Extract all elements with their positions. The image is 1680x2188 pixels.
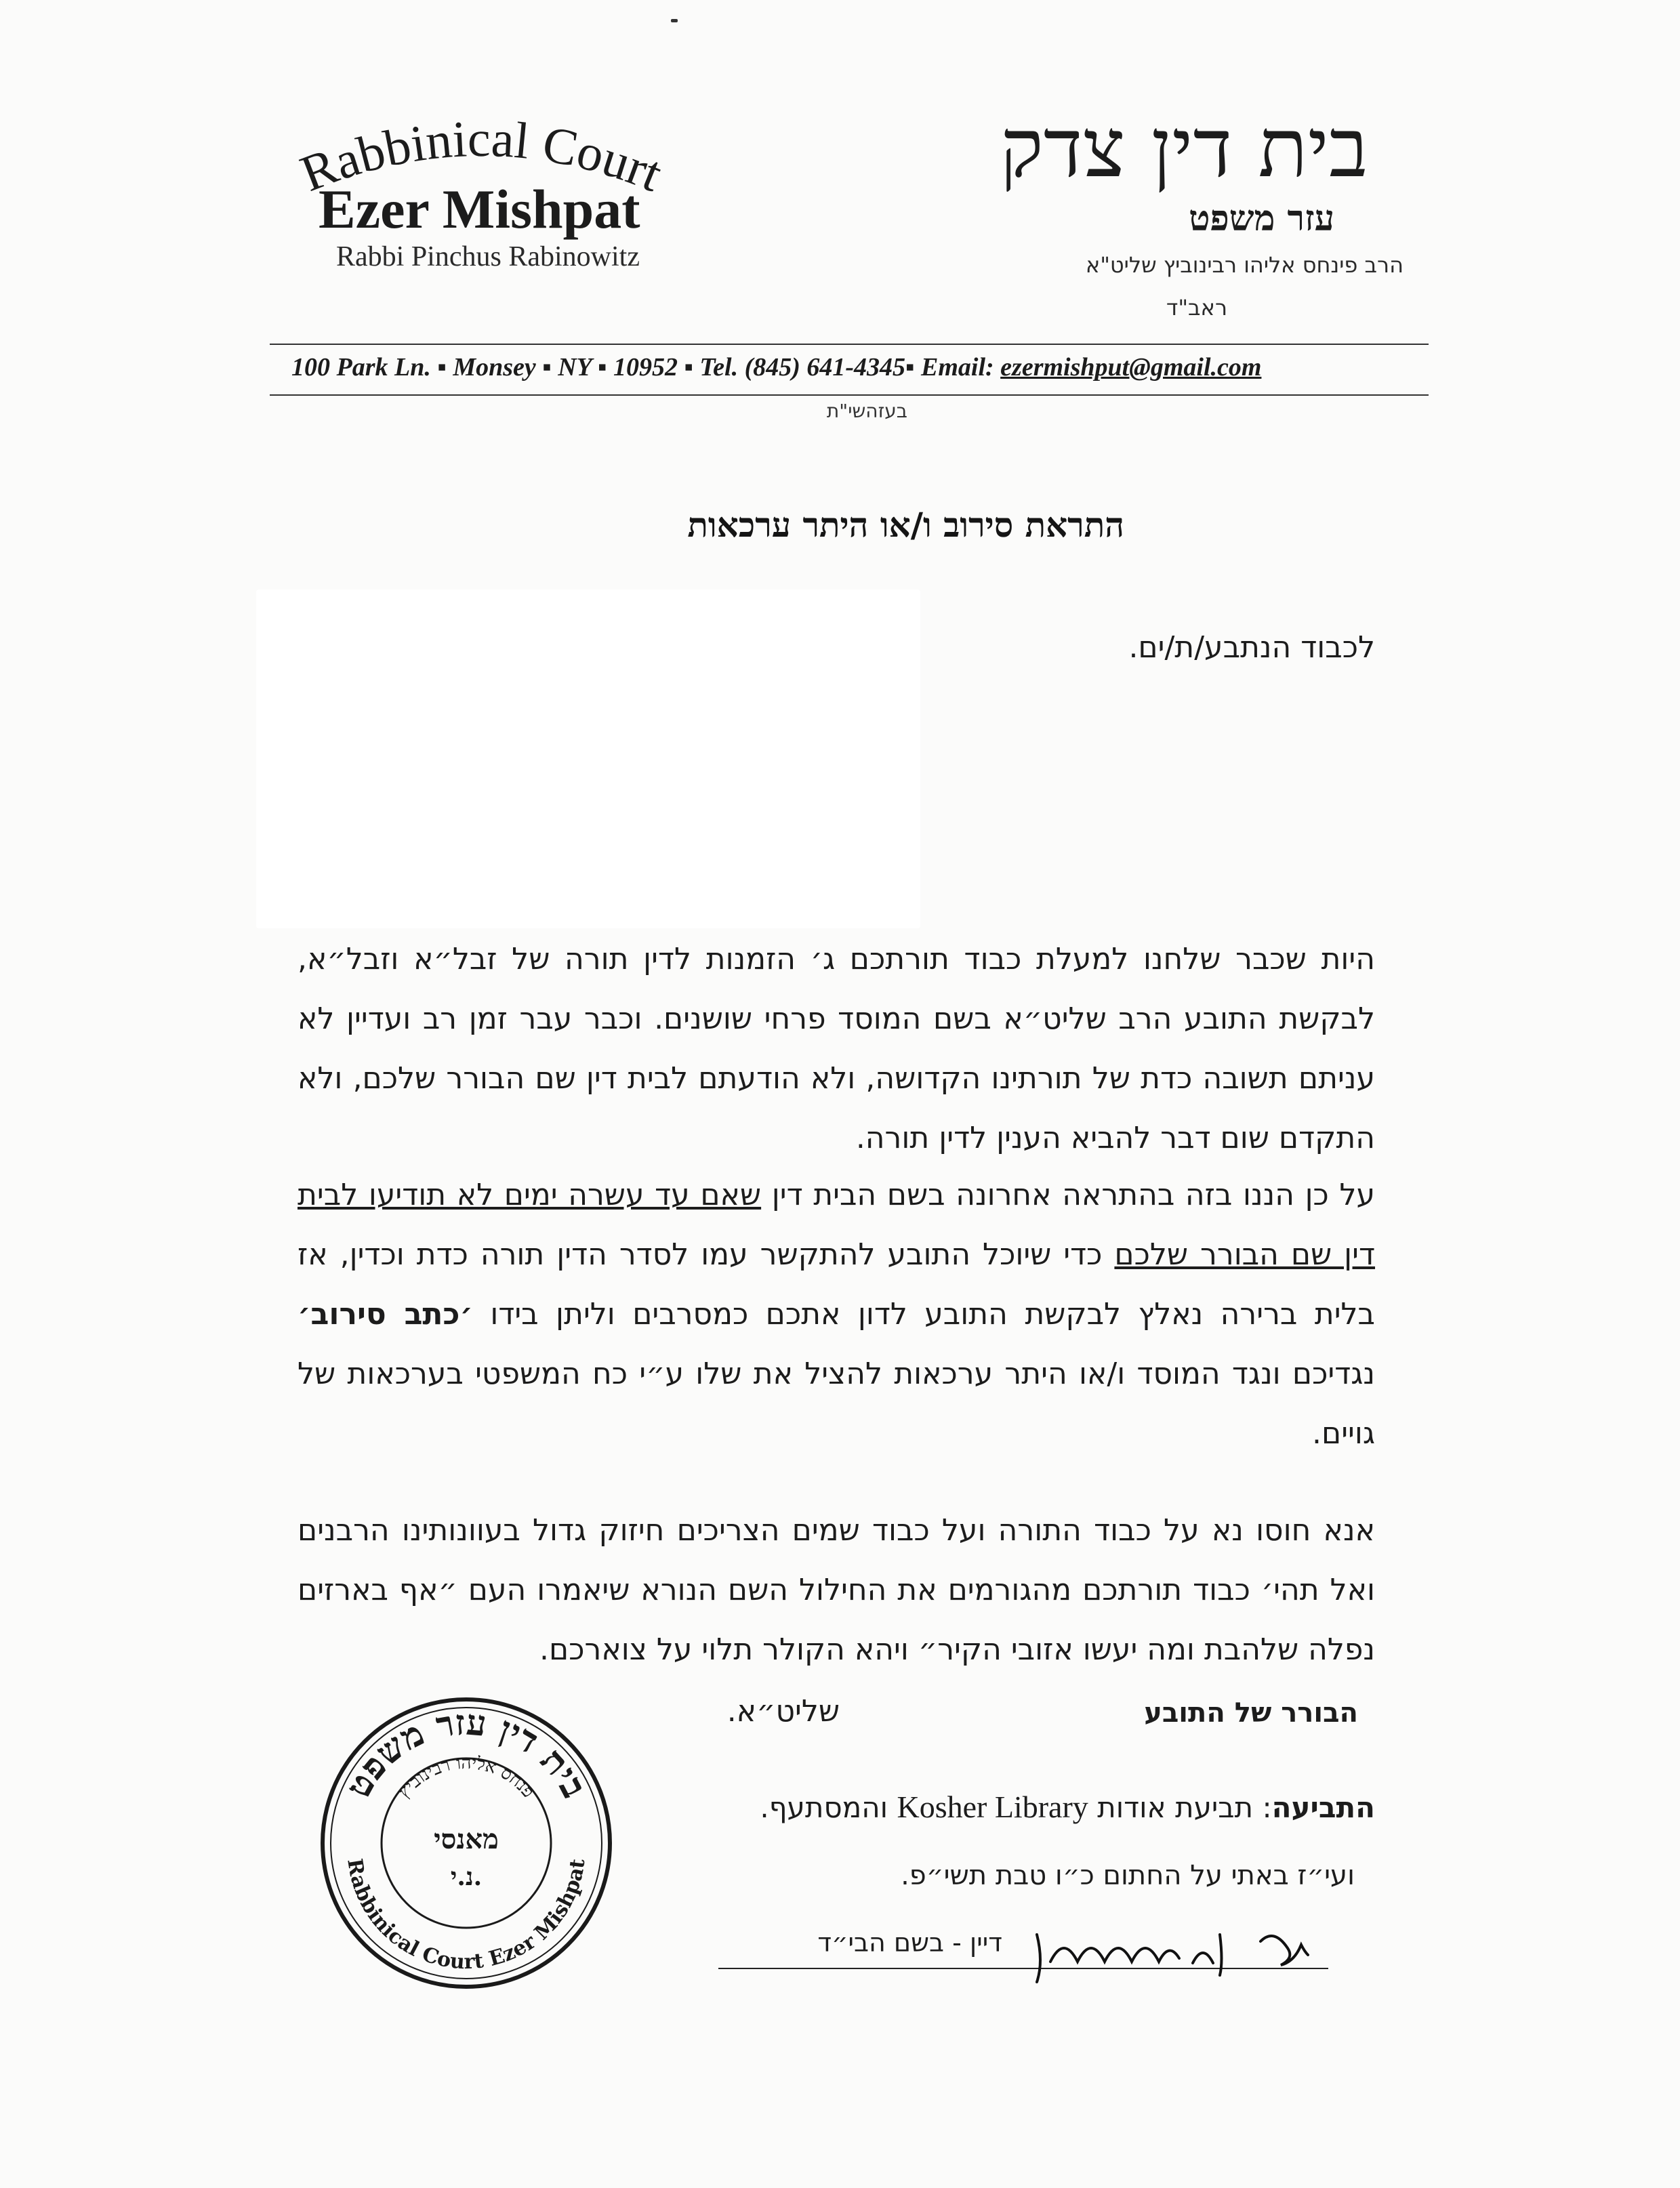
address-text: 100 Park Ln. ▪ Monsey ▪ NY ▪ 10952 ▪ Tel. (845) 641-4345▪ Email: — [291, 353, 1001, 381]
attestation-line: ועי״ז באתי על החתום כ״ו טבת תשי״פ. — [901, 1860, 1355, 1891]
warning-text-3: נגדיכם ונגד המוסד ו/או היתר ערכאות להציל את שלו ע״י כח המשפטי בערכאות של גויים. — [298, 1357, 1375, 1451]
claim-label: התביעה — [1271, 1791, 1375, 1824]
addressee-line: לכבוד הנתבע/ת/ים. — [1128, 630, 1375, 665]
seal-center-city: מאנסי — [434, 1823, 499, 1855]
bsd-header: בעזהשי"ת — [826, 400, 907, 422]
hebrew-court-name: עזר משפט — [1189, 198, 1334, 239]
hebrew-court-title: בית דין צדק — [1000, 102, 1368, 196]
document-title: התראת סירוב ו/או היתר ערכאות — [687, 505, 1124, 545]
scan-speck — [671, 19, 678, 22]
hebrew-rabbi-role: ראב"ד — [1166, 295, 1227, 321]
claim-latin-name: Kosher Library — [897, 1790, 1088, 1824]
svg-text:פנחס אליהו רבינוביץ — [394, 1753, 538, 1802]
claim-line — [760, 1789, 1375, 1825]
warning-text-1: על כן הננו בזה בהתראה אחרונה בשם הבית דין — [761, 1178, 1376, 1212]
warning-deadline-underlined: שאם עד עשרה ימים לא תודיעו לבית דין שם הבורר שלכם — [298, 1178, 1376, 1272]
warning-ktav-siruv: ׳כתב סירוב׳ — [298, 1297, 473, 1332]
judge-signature — [718, 1914, 1328, 1989]
paragraph-invitations: היות שכבר שלחנו למעלת כבוד תורתכם ג׳ הזמנות לדין תורה של זבל״א וזבל״א, לבקשת התובע הרב שליט״א בשם המוסד פרחי שושנים. וכבר עבר זמן רב ועדיין לא עניתם תשובה כדת של תורתינו הקדושה, ולא הודעתם לבית דין שם הבורר שלכם, ולא התקדם שום דבר להביא הענין לדין תורה. — [298, 942, 1375, 1155]
paragraph-final-warning — [298, 1165, 1375, 1464]
header-rule-top — [270, 344, 1429, 345]
address-line — [291, 352, 1261, 382]
claim-text-after: והמסתעף. — [760, 1791, 897, 1824]
header-rule-bottom — [270, 394, 1429, 396]
english-arc-text: Rabbinical Court — [293, 119, 670, 203]
arbitrator-honorific: שליט״א. — [726, 1694, 840, 1729]
warning-text-2: כדי שיוכל התובע להתקשר עמו לסדר הדין תורה כדת וכדין, אז בלית ברירה נאלץ לבקשת התובע לדון אתכם כמסרבים וליתן בידו — [298, 1237, 1375, 1332]
seal-english-outer: Rabbinical Court Ezer Mishpat — [342, 1857, 590, 1975]
court-seal-stamp — [317, 1694, 615, 1992]
paragraph-plea: אנא חוסו נא על כבוד התורה ועל כבוד שמים הצריכים חיזוק גדול בעוונותינו הרבנים ואל תהי׳ כבוד תורתכם מהגורמים את החילול השם הנורא שיאמרו העם ״אף בארזים נפלה שלהבת ומה יעשו אזובי הקיר״ ויהא הקולר תלוי על צוארכם. — [298, 1513, 1375, 1667]
seal-center-state: נ.י. — [450, 1863, 483, 1891]
arbitrator-label: הבורר של התובע — [1144, 1697, 1358, 1729]
seal-inner-name: פנחס אליהו רבינוביץ — [394, 1752, 539, 1802]
english-rabbi-name: Rabbi Pinchus Rabinowitz — [336, 241, 640, 272]
english-court-name: Ezer Mishpat — [319, 178, 640, 240]
signature-label: דיין - בשם הבי״ד — [817, 1928, 1002, 1958]
hebrew-rabbi-name: הרב פינחס אליהו רבינוביץ שליט"א — [1085, 252, 1404, 278]
email-link[interactable]: ezermishput@gmail.com — [1000, 353, 1262, 381]
claim-text-before: : תביעת אודות — [1088, 1791, 1272, 1824]
seal-hebrew-outer: בית דין עזר משפט — [337, 1701, 596, 1805]
redacted-area — [256, 590, 920, 928]
